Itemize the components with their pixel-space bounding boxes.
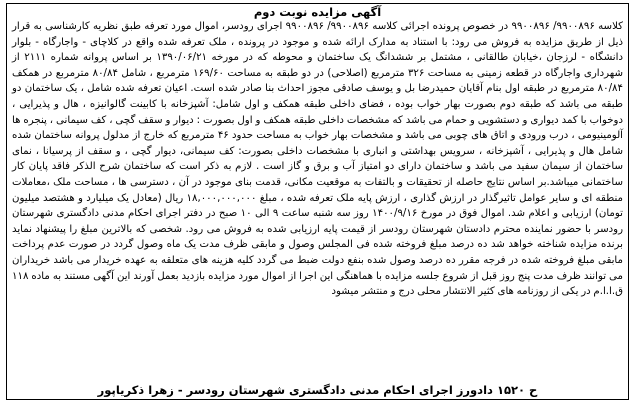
auction-notice xyxy=(6,3,629,400)
notice-signature: ح ۱۵۲۰ دادورز اجرای احکام مدنی دادگستری شهرستان رودسر - زهرا ذکریاپور xyxy=(97,383,538,397)
notice-title: آگهی مزایده نوبت دوم xyxy=(253,5,382,19)
notice-body: کلاسه ۹۹۰۰۸۹۶/ ۹۹۰۰۸۹۶ در خصوص پرونده اجرائی کلاسه ۹۹۰۰۸۹۶/ ۹۹۰۰۸۹۶ اجرای رودسر، اموال مورد تعرفه طبق نظریه کارشناسی به قرار ذیل از طریق مزایده به فروش می رود: با استناد به مدارک ارائه شده و موجود در پرونده ، ملک تعرفه شده واقع در کلاچای - واجارگاه - بلوار دانشگاه - لرزجان ،خیابان طالقانی ، مشتمل بر ششدانگ یک ساختمان و محوطه که در مورخه ۱۳۹۰/۰۶/۲۱ بر اساس پروانه شماره ۲۱۱۱ از شهرداری واجارگاه در قطعه زمینی به مساحت ۳۲۶ مترمربع (اصلاحی) در دو طبقه به مساحت ۱۶۹/۶۰ مترمربع ، شامل ۸۰/۸۴ مترمربع در همکف ۸۰/۸۴ مترمربع در طبقه اول بنام آقایان حمیدرضا بل و یوسف صادقی مجوز احداث بنا صادر شده است. اعیان تعرفه شده شامل ، یک ساختمان دو طبقه می باشد که طبقه دوم بصورت بهار خواب بوده ، فضای داخلی طبقه همکف و اول شامل: آشپزخانه با کابینت گالوانیزه ، هال و پذیرایی ، دوخواب با کمد دیواری و دستشویی و حمام می باشد که مشخصات داخلی طبقه همکف و اول بصورت : دیوار و سقف گچی ، کف سیمانی ، پنجره ها آلومینیومی ، درب ورودی و اتاق های چوبی می باشد و مشخصات بهار خواب به مساحت حدود ۴۶ مترمربع که خارج از مدلول پروانه ساختمان شده شامل هال و پذیرایی ، آشپزخانه ، سرویس بهداشتی و انباری با مشخصات داخلی بصورت: کف سیمانی، دیوار گچی ، و سقف از پرسیانا ، نمای ساختمان از سیمان سفید می باشد و ساختمان دارای دو امتیاز آب و برق و گاز است . لازم به ذکر است که ساختمان شرح الذکر فاقد پایان کار ساختمانی میباشد.بر اساس نتایج حاصله از تحقیقات و بالتفات به موقعیت مکانی، قدمت بنای موجود در آن ، دسترسی ها ، مساحت ملک ،معاملات منطقه ای و سایر عوامل تاثیرگذار در ارزش گذاری ، ارزش پایه ملک تعرفه شده ، مبلغ ۱۸,۰۰۰,۰۰۰,۰۰۰ ریال (معادل یک میلیارد و هشتصد میلیون تومان) ارزیابی و اعلام شد. اموال فوق در مورخ ۱۴۰۰/۹/۱۶ روز سه شنبه ساعت ۹ الی ۱۰ صبح در دفتر اجرای احکام مدنی دادگستری شهرستان رودسر با حضور نماینده محترم دادستان شهرستان رودسر از قیمت پایه ارزیابی شده به فروش می رود. شخصی که بالاترین مبلغ را پیشنهاد نماید برنده مزایده شناخته خواهد شد ده درصد مبلغ فروخته شده فی المجلس وصول و مابقی ظرف مدت یک ماه وصول گردد در صورت عدم پرداخت مابقی مبلغ فروخته شده در فرجه مقرر ده درصد وصول شده بنفع دولت ضبط می گردد کلیه هزینه های متعلقه به عهده خریدار می باشد خریداران می توانند ظرف مدت پنج روز قبل از شروع جلسه مزایده با هماهنگی این اجرا از اموال مورد مزایده بازدید بعمل آورند این آگهی مستند به ماده ۱۱۸ ق.ا.ا.م در یکی از روزنامه های کثیر الانتشار محلی درج و منتشر میشود xyxy=(12,21,624,298)
